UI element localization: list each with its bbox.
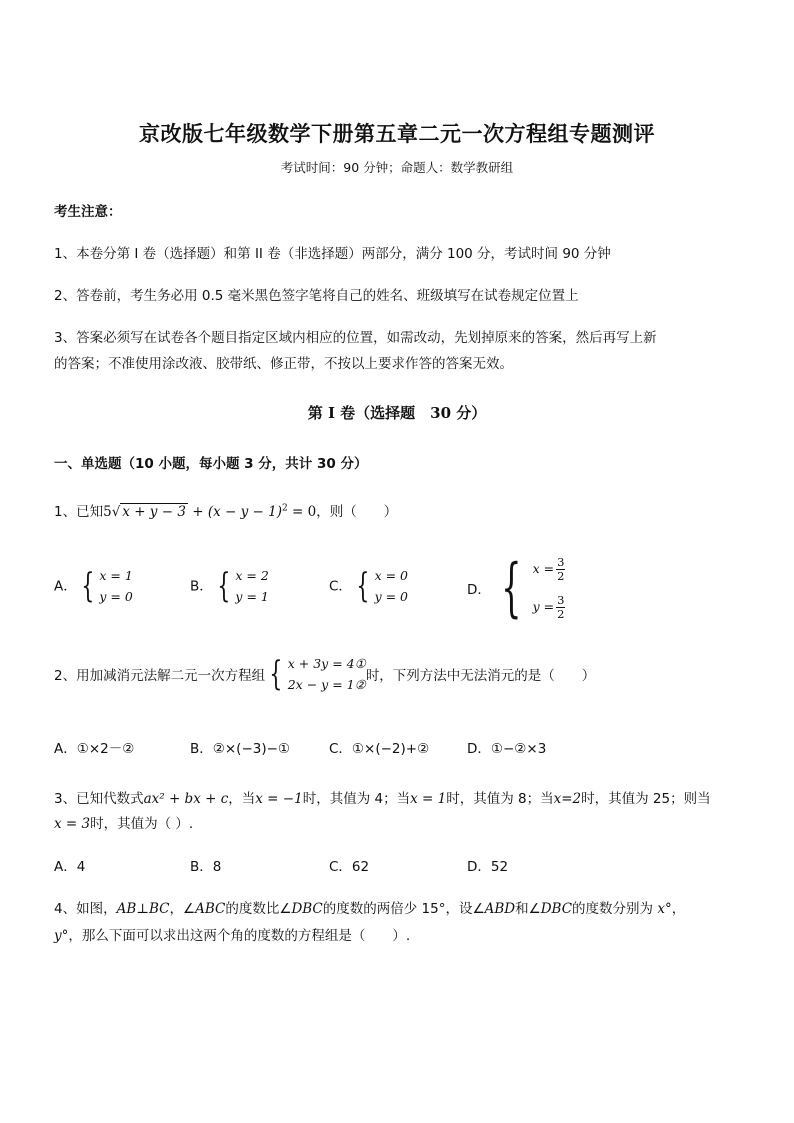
- question-4: 4、如图，AB⊥BC，∠ABC的度数比∠DBC的度数的两倍少 15°，设∠ABD和∠DBC的度数分别为 x°，: [54, 901, 686, 917]
- q3-option-c[interactable]: C．62: [329, 859, 370, 875]
- exam-info: 考试时间：90 分钟；命题人：数学教研组: [280, 160, 514, 175]
- q1-c-line2: y = 0: [374, 589, 409, 604]
- section-title: 第 I 卷（选择题 30 分）: [307, 404, 487, 422]
- q2-option-a[interactable]: A．①×2－②: [54, 741, 135, 757]
- part-heading: 一、单选题（10 小题，每小题 3 分，共计 30 分）: [54, 456, 368, 472]
- q1-b-line2: y = 1: [235, 589, 269, 604]
- q3-cond1: x = −1: [255, 791, 303, 807]
- q2-suffix: 时，下列方法中无法消元的是（ ）: [365, 668, 596, 684]
- q1-prefix: 1、已知: [54, 504, 104, 520]
- q2-option-c[interactable]: C．①×(−2)+②: [329, 741, 430, 757]
- q3-cond2: x = 1: [410, 791, 447, 807]
- q2-eq1: x + 3y = 4①: [287, 656, 366, 671]
- q3-option-d[interactable]: D．52: [467, 859, 509, 875]
- q4-ab-bc: AB⊥BC: [116, 901, 170, 917]
- q1-d-xvar: x =: [532, 561, 555, 576]
- q1-a-line2: y = 0: [99, 589, 133, 604]
- q1-b-line1: x = 2: [235, 568, 269, 583]
- q1-option-a[interactable]: A． { x = 1 y = 0: [54, 566, 133, 606]
- q1-eq: = 0: [287, 504, 317, 520]
- q1-exp: 2: [281, 503, 288, 514]
- q3-cond3: x=2: [553, 791, 582, 807]
- q2-eq2: 2x − y = 1②: [287, 677, 366, 692]
- notice-heading: 考生注意：: [54, 204, 122, 220]
- q4-x: x°: [657, 901, 672, 917]
- q3-option-a[interactable]: A．4: [54, 859, 86, 875]
- notice-item-2: 2、答卷前，考生务必用 0.5 毫米黑色签字笔将自己的姓名、班级填写在试卷规定位置上: [54, 288, 579, 304]
- q2-option-b[interactable]: B．②×(−3)−①: [190, 741, 291, 757]
- page-title: 京改版七年级数学下册第五章二元一次方程组专题测评: [139, 121, 655, 146]
- q1-option-d[interactable]: D． { x = $\frac{3}{2}$ y = $\frac{3}{2}$: [467, 551, 565, 625]
- q1-option-b[interactable]: B． { x = 2 y = 1: [190, 566, 269, 606]
- notice-item-3-cont: 的答案；不准使用涂改液、胶带纸、修正带，不按以上要求作答的答案无效。: [54, 356, 513, 372]
- q1-coef: 5: [103, 504, 112, 520]
- question-3-cont: x = 3时，其值为（ ）.: [54, 816, 194, 832]
- q2-prefix: 2、用加减消元法解二元一次方程组: [54, 668, 266, 684]
- q1-c-line1: x = 0: [374, 568, 409, 583]
- q1-d-den1: 2: [557, 569, 565, 583]
- q4-y: y°: [54, 928, 69, 944]
- q1-d-yvar: y =: [532, 599, 555, 614]
- q1-d-num2: 3: [557, 593, 565, 607]
- q1-square: (x − y − 1): [207, 504, 282, 520]
- q1-sqrt: x + y − 3: [122, 504, 186, 520]
- question-1: 1、已知5√ $x + y - 3 + (x - y - 1)^2 = 0$，则（ ）: [54, 503, 398, 520]
- notice-item-1: 1、本卷分第 I 卷（选择题）和第 II 卷（非选择题）两部分，满分 100 分，考试时间 90 分钟: [54, 246, 611, 262]
- q1-plus: +: [187, 504, 208, 520]
- q3-expr: ax² + bx + c: [143, 791, 229, 807]
- q1-d-num1: 3: [557, 555, 565, 569]
- q1-option-c[interactable]: C． { x = 0 y = 0: [329, 566, 409, 606]
- question-2: 2、用加减消元法解二元一次方程组 { x + 3y = 4① 2x − y = 1② 时，下列方法中无法消元的是（ ）: [54, 654, 596, 694]
- question-4-cont: y°，那么下面可以求出这两个角的度数的方程组是（ ）.: [54, 928, 411, 944]
- q1-suffix: ，则（ ）: [316, 504, 398, 520]
- q1-a-line1: x = 1: [99, 568, 133, 583]
- q1-d-den2: 2: [557, 607, 565, 621]
- notice-item-3: 3、答案必须写在试卷各个题目指定区域内相应的位置，如需改动，先划掉原来的答案，然后再写上新: [54, 330, 657, 346]
- q3-option-b[interactable]: B．8: [190, 859, 222, 875]
- q2-option-d[interactable]: D．①−②×3: [467, 741, 547, 757]
- question-3: 3、已知代数式ax² + bx + c，当x = −1时，其值为 4；当x = 1时，其值为 8；当x=2时，其值为 25；则当: [54, 791, 711, 807]
- q3-cond4: x = 3: [54, 816, 91, 832]
